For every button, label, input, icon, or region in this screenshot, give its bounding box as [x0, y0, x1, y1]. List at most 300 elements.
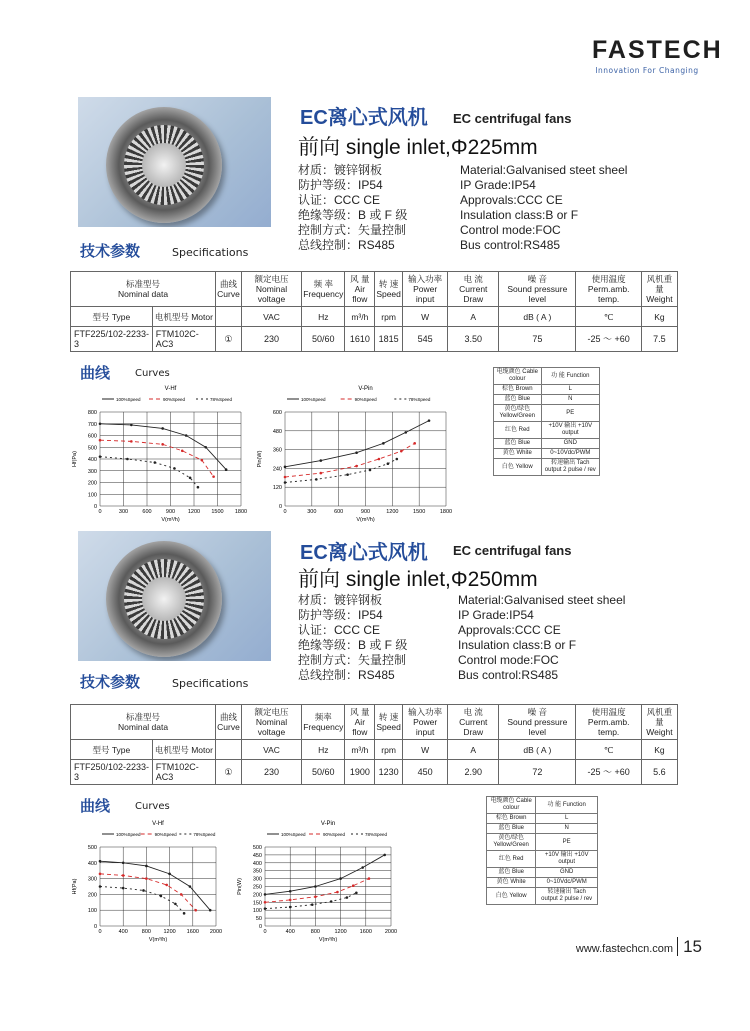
prop-material-cn: 材质：镀锌钢板 [298, 163, 383, 177]
col-weight: 风机重量 Weight [641, 705, 677, 740]
motor-label: 电机型号 Motor [152, 740, 215, 760]
nominal-header: 标准型号 Nominal data [71, 705, 216, 740]
unit-current: A [448, 740, 499, 760]
y-tick-label: 400 [87, 860, 97, 867]
data-point [319, 472, 322, 475]
prop-approvals-en: Approvals:CCC CE [458, 623, 561, 637]
data-point [99, 885, 102, 888]
x-tick-label: 1200 [187, 509, 201, 515]
series-line [100, 874, 196, 910]
data-point [400, 450, 403, 453]
series-line [100, 861, 210, 910]
series-line [285, 459, 397, 483]
col-airflow: 风 量 Air flow [345, 705, 375, 740]
fan-hub [142, 577, 186, 621]
spec-table [70, 704, 678, 785]
x-axis-label: V(m³/h) [161, 517, 180, 522]
data-point [289, 906, 292, 909]
wiring-head-colour: 电缆颜色 Cable colour [487, 797, 536, 814]
x-tick-label: 400 [285, 929, 295, 935]
value-airflow: 1900 [345, 760, 375, 785]
unit-airflow: m³/h [345, 307, 375, 327]
series-line [100, 887, 184, 914]
data-point [314, 885, 317, 888]
specs-heading-en: Specifications [172, 246, 249, 259]
wire-colour: 棕色 Brown [494, 385, 542, 395]
x-tick-label: 600 [334, 509, 344, 515]
data-point [382, 442, 385, 445]
col-airflow: 风 量 Air flow [345, 272, 375, 307]
specs-heading-cn: 技术参数 [80, 242, 141, 260]
value-speed: 1230 [375, 760, 403, 785]
data-point [122, 862, 125, 865]
x-tick-label: 1800 [439, 509, 453, 515]
x-tick-label: 1200 [163, 929, 176, 935]
spec-table [70, 271, 678, 352]
data-point [361, 866, 364, 869]
data-point [161, 427, 164, 430]
prop-control-en: Control mode:FOC [458, 653, 559, 667]
chart-v-pin-250 [235, 817, 405, 942]
y-tick-label: 50 [255, 916, 262, 923]
value-weight: 5.6 [641, 760, 677, 785]
value-curve: ① [216, 327, 242, 352]
wiring-head-function: 功 能 Function [536, 797, 598, 814]
wire-function: +10V 输出 +10V output [541, 422, 599, 439]
col-speed: 转 速 Speed [375, 705, 403, 740]
data-point [311, 903, 314, 906]
fan-housing [106, 107, 222, 223]
unit-temp: ℃ [576, 740, 641, 760]
x-tick-label: 0 [283, 509, 287, 515]
y-tick-label: 800 [87, 410, 97, 416]
wire-colour: 白色 Yellow [494, 459, 542, 476]
wiring-table [486, 796, 598, 905]
unit-frequency: Hz [302, 307, 345, 327]
wire-colour: 黄色 White [494, 449, 542, 459]
series-line [265, 879, 369, 903]
product-title-cn: EC离心式风机 [300, 107, 428, 129]
data-point [284, 476, 287, 479]
y-tick-label: 350 [252, 868, 262, 875]
chart-title: V-Pin [320, 821, 336, 827]
x-axis-label: V(m³/h) [148, 937, 168, 942]
legend-label: 78%Speed [210, 397, 233, 402]
prop-bus-cn: 总线控制：RS485 [298, 668, 395, 682]
fan-hub [142, 143, 186, 187]
y-tick-label: 0 [278, 504, 282, 510]
unit-weight: Kg [641, 307, 677, 327]
wire-colour: 红色 Red [487, 851, 536, 868]
x-tick-label: 2000 [209, 929, 223, 935]
col-temp: 使用温度 Perm.amb. temp. [576, 272, 641, 307]
wire-colour: 黄色/绿色 Yellow/Green [487, 834, 536, 851]
unit-weight: Kg [641, 740, 677, 760]
fan-housing [106, 541, 222, 657]
chart-title: V-Hf [164, 386, 177, 392]
data-point [130, 424, 133, 427]
legend-label: 78%Speed [408, 397, 431, 402]
brand-logo [592, 36, 723, 75]
curves-heading-cn: 曲线 [80, 364, 111, 382]
x-tick-label: 1500 [211, 509, 224, 515]
value-current: 2.90 [448, 760, 499, 785]
prop-approvals-cn: 认证：CCC CE [298, 193, 381, 207]
data-point [99, 439, 102, 442]
product-photo-225 [78, 97, 271, 227]
value-voltage: 230 [241, 760, 301, 785]
product-title-en: EC centrifugal fans [453, 543, 572, 558]
y-axis-label: Pin(W) [237, 878, 243, 895]
data-point [201, 459, 204, 462]
data-point [126, 458, 129, 461]
data-point [396, 458, 399, 461]
product-photo-250 [78, 531, 271, 661]
legend-label: 78%Speed [365, 832, 388, 837]
col-current: 电 流 Current Draw [448, 272, 499, 307]
data-point [180, 893, 183, 896]
data-point [174, 903, 177, 906]
wire-function: 转速输出 Tach output 2 pulse / rev [536, 888, 598, 905]
nominal-header: 标准型号 Nominal data [71, 272, 216, 307]
data-point [284, 466, 287, 469]
prop-material-en: Material:Galvanised steet sheel [460, 163, 628, 177]
data-point [189, 477, 192, 480]
unit-temp: ℃ [576, 307, 641, 327]
y-tick-label: 700 [87, 421, 97, 428]
prop-approvals-cn: 认证：CCC CE [298, 623, 381, 637]
col-speed: 转 速 Speed [375, 272, 403, 307]
data-point [185, 434, 188, 437]
x-axis-label: V(m³/h) [318, 937, 338, 942]
data-point [264, 893, 267, 896]
legend-label: 78%Speed [193, 832, 216, 837]
value-temp: -25 ～ +60 [576, 760, 641, 785]
value-speed: 1815 [375, 327, 403, 352]
col-frequency: 频 率 Frequency [302, 272, 345, 307]
data-point [355, 465, 358, 468]
value-sound: 75 [499, 327, 576, 352]
series-line [100, 440, 214, 476]
y-tick-label: 200 [87, 480, 97, 487]
wiring-head-function: 功 能 Function [541, 368, 599, 385]
data-point [378, 458, 381, 461]
wire-colour: 黄色 White [487, 878, 536, 888]
data-point [264, 907, 267, 910]
data-point [130, 440, 133, 443]
wire-function: N [541, 395, 599, 405]
y-tick-label: 400 [87, 457, 97, 463]
value-current: 3.50 [448, 327, 499, 352]
wire-colour: 蓝色 Blue [487, 824, 536, 834]
data-point [122, 887, 125, 890]
y-tick-label: 600 [87, 433, 97, 440]
y-tick-label: 500 [252, 845, 262, 851]
data-point [154, 461, 157, 464]
col-sound: 噪 音 Sound pressure level [499, 272, 576, 307]
series-line [100, 424, 226, 470]
wiring-head-colour: 电缆颜色 Cable colour [494, 368, 542, 385]
value-motor: FTM102C-AC3 [152, 327, 215, 352]
wiring-table [493, 367, 600, 476]
specs-heading-en: Specifications [172, 677, 249, 690]
data-point [428, 419, 431, 422]
properties-en [458, 593, 625, 683]
wire-function: PE [541, 405, 599, 422]
wire-function: GND [541, 439, 599, 449]
data-point [168, 873, 171, 876]
y-tick-label: 100 [87, 908, 97, 915]
series-line [285, 443, 415, 477]
unit-speed: rpm [375, 740, 403, 760]
prop-ip-en: IP Grade:IP54 [458, 608, 534, 622]
data-point [145, 877, 148, 880]
properties-en [460, 163, 627, 253]
data-point [99, 860, 102, 863]
y-tick-label: 0 [93, 924, 97, 930]
x-tick-label: 300 [307, 509, 317, 515]
wire-function: L [536, 814, 598, 824]
wire-colour: 红色 Red [494, 422, 542, 439]
data-point [183, 912, 186, 915]
footer-url[interactable]: www.fastechcn.com [575, 943, 674, 955]
data-point [314, 895, 317, 898]
data-point [264, 901, 267, 904]
motor-label: 电机型号 Motor [152, 307, 215, 327]
y-tick-label: 200 [252, 892, 262, 899]
logo-tagline: Innovation For Changing [595, 66, 699, 75]
product-title-cn: EC离心式风机 [300, 542, 428, 564]
unit-airflow: m³/h [345, 740, 375, 760]
specs-heading-cn: 技术参数 [80, 673, 141, 691]
unit-current: A [448, 307, 499, 327]
prop-bus-cn: 总线控制：RS485 [298, 238, 395, 252]
x-tick-label: 400 [118, 929, 128, 935]
data-point [194, 909, 197, 912]
data-point [165, 884, 168, 887]
prop-control-en: Control mode:FOC [460, 223, 561, 237]
col-weight: 风机重量 Weight [641, 272, 677, 307]
y-axis-label: Hf(Pa) [72, 878, 78, 895]
data-point [145, 865, 148, 868]
x-tick-label: 1200 [386, 509, 399, 515]
value-power: 545 [402, 327, 447, 352]
legend-label: 90%Speed [323, 832, 346, 837]
value-airflow: 1610 [345, 327, 375, 352]
series-line [265, 855, 385, 895]
prop-insulation-cn: 绝缘等级：B 或 F 级 [298, 208, 408, 222]
wire-function: +10V 输出 +10V output [536, 851, 598, 868]
y-tick-label: 500 [87, 445, 97, 452]
unit-voltage: VAC [241, 307, 301, 327]
y-tick-label: 300 [87, 468, 97, 475]
wire-colour: 棕色 Brown [487, 814, 536, 824]
data-point [319, 459, 322, 462]
x-tick-label: 0 [98, 509, 102, 515]
prop-insulation-cn: 绝缘等级：B 或 F 级 [298, 638, 408, 652]
y-axis-label: Hf(Pa) [72, 451, 78, 467]
data-point [315, 478, 318, 481]
curves-heading-cn: 曲线 [80, 797, 111, 815]
wire-function: GND [536, 868, 598, 878]
prop-ip-en: IP Grade:IP54 [460, 178, 536, 192]
prop-material-en: Material:Galvanised steet sheel [458, 593, 626, 607]
y-tick-label: 100 [87, 492, 97, 499]
properties-cn [298, 593, 407, 683]
legend-label: 90%Speed [354, 397, 377, 402]
x-tick-label: 1600 [186, 929, 199, 935]
value-power: 450 [402, 760, 447, 785]
unit-sound: dB ( A ) [499, 307, 576, 327]
y-tick-label: 150 [252, 900, 262, 907]
page-number: 15 [677, 937, 702, 956]
y-tick-label: 500 [87, 845, 97, 851]
y-tick-label: 600 [272, 410, 282, 416]
product-subtitle: 前向 single inlet,Φ225mm [298, 136, 538, 159]
x-tick-label: 900 [360, 509, 371, 515]
legend-label: 100%Speed [116, 397, 141, 402]
x-tick-label: 0 [98, 929, 102, 935]
y-tick-label: 400 [252, 860, 262, 867]
data-point [413, 442, 416, 445]
wire-colour: 蓝色 Blue [494, 395, 542, 405]
chart-v-hf-250 [70, 817, 230, 942]
prop-ip-cn: 防护等级：IP54 [298, 178, 383, 192]
data-point [197, 486, 200, 489]
prop-bus-en: Bus control:RS485 [458, 668, 559, 682]
data-point [289, 899, 292, 902]
x-tick-label: 1200 [334, 929, 347, 935]
data-point [352, 884, 355, 887]
data-point [404, 431, 407, 434]
y-axis-label: Pin(W) [257, 450, 263, 468]
legend-label: 100%Speed [281, 832, 306, 837]
data-point [99, 873, 102, 876]
legend-label: 90%Speed [154, 832, 177, 837]
data-point [289, 890, 292, 893]
value-type: FTF225/102-2233-3 [71, 327, 153, 352]
prop-insulation-en: Insulation class:B or F [458, 638, 577, 652]
curves-heading-en: Curves [135, 801, 170, 812]
y-tick-label: 100 [252, 908, 262, 915]
value-motor: FTM102C-AC3 [152, 760, 215, 785]
legend-label: 90%Speed [163, 397, 186, 402]
x-tick-label: 1600 [359, 929, 372, 935]
chart-v-hf-225 [70, 382, 255, 522]
y-tick-label: 240 [272, 466, 282, 473]
data-point [225, 468, 228, 471]
data-point [346, 473, 349, 476]
data-point [161, 443, 164, 446]
data-point [142, 889, 145, 892]
data-point [189, 885, 192, 888]
x-tick-label: 2000 [384, 929, 398, 935]
y-tick-label: 120 [272, 485, 282, 492]
col-voltage: 额定电压 Nominal voltage [241, 272, 301, 307]
y-tick-label: 200 [87, 892, 97, 899]
data-point [387, 462, 390, 465]
prop-approvals-en: Approvals:CCC CE [460, 193, 563, 207]
data-point [122, 874, 125, 877]
x-tick-label: 1800 [234, 509, 248, 515]
prop-material-cn: 材质：镀锌钢板 [298, 593, 383, 607]
data-point [99, 455, 102, 458]
data-point [355, 892, 358, 895]
legend-label: 100%Speed [301, 397, 326, 402]
unit-frequency: Hz [302, 740, 345, 760]
y-tick-label: 300 [252, 876, 262, 883]
prop-control-cn: 控制方式：矢量控制 [298, 653, 407, 667]
y-tick-label: 250 [252, 884, 262, 891]
col-power: 输入功率 Power input [402, 705, 447, 740]
y-tick-label: 0 [93, 504, 97, 510]
wire-function: 0~10Vdc/PWM [536, 878, 598, 888]
unit-speed: rpm [375, 307, 403, 327]
series-line [265, 893, 356, 909]
wire-colour: 白色 Yellow [487, 888, 536, 905]
data-point [209, 909, 212, 912]
data-point [339, 877, 342, 880]
wire-colour: 蓝色 Blue [494, 439, 542, 449]
data-point [160, 895, 163, 898]
unit-curve [216, 740, 242, 760]
series-line [285, 421, 429, 467]
wire-colour: 黄色/绿色 Yellow/Green [494, 405, 542, 422]
prop-ip-cn: 防护等级：IP54 [298, 608, 383, 622]
unit-curve [216, 307, 242, 327]
prop-insulation-en: Insulation class:B or F [460, 208, 579, 222]
data-point [346, 896, 349, 899]
x-axis-label: V(m³/h) [356, 517, 375, 522]
chart-title: V-Pin [358, 386, 373, 392]
col-voltage: 额定电压 Nominal voltage [241, 705, 301, 740]
col-temp: 使用温度 Perm.amb. temp. [576, 705, 641, 740]
x-tick-label: 800 [141, 929, 151, 935]
col-frequency: 频率 Frequency [302, 705, 345, 740]
prop-control-cn: 控制方式：矢量控制 [298, 223, 407, 237]
wire-function: PE [536, 834, 598, 851]
data-point [355, 451, 358, 454]
y-tick-label: 300 [87, 876, 97, 883]
wire-function: 转速输出 Tach output 2 pulse / rev [541, 459, 599, 476]
data-point [212, 475, 215, 478]
properties-cn [298, 163, 407, 253]
x-tick-label: 900 [165, 509, 176, 515]
data-point [173, 467, 176, 470]
wire-function: 0~10Vdc/PWM [541, 449, 599, 459]
unit-power: W [402, 307, 447, 327]
curves-heading-en: Curves [135, 368, 170, 379]
chart-v-pin-225 [255, 382, 460, 522]
col-sound: 噪 音 Sound pressure level [499, 705, 576, 740]
unit-power: W [402, 740, 447, 760]
data-point [369, 469, 372, 472]
product-title-en: EC centrifugal fans [453, 111, 572, 126]
value-curve: ① [216, 760, 242, 785]
data-point [204, 446, 207, 449]
x-tick-label: 1500 [413, 509, 426, 515]
value-frequency: 50/60 [302, 760, 345, 785]
x-tick-label: 600 [142, 509, 152, 515]
data-point [99, 422, 102, 425]
value-frequency: 50/60 [302, 327, 345, 352]
x-tick-label: 800 [310, 929, 320, 935]
unit-voltage: VAC [241, 740, 301, 760]
value-temp: -25 ～ +60 [576, 327, 641, 352]
legend-label: 100%Speed [116, 832, 141, 837]
col-power: 输入功率 Power input [402, 272, 447, 307]
value-voltage: 230 [241, 327, 301, 352]
